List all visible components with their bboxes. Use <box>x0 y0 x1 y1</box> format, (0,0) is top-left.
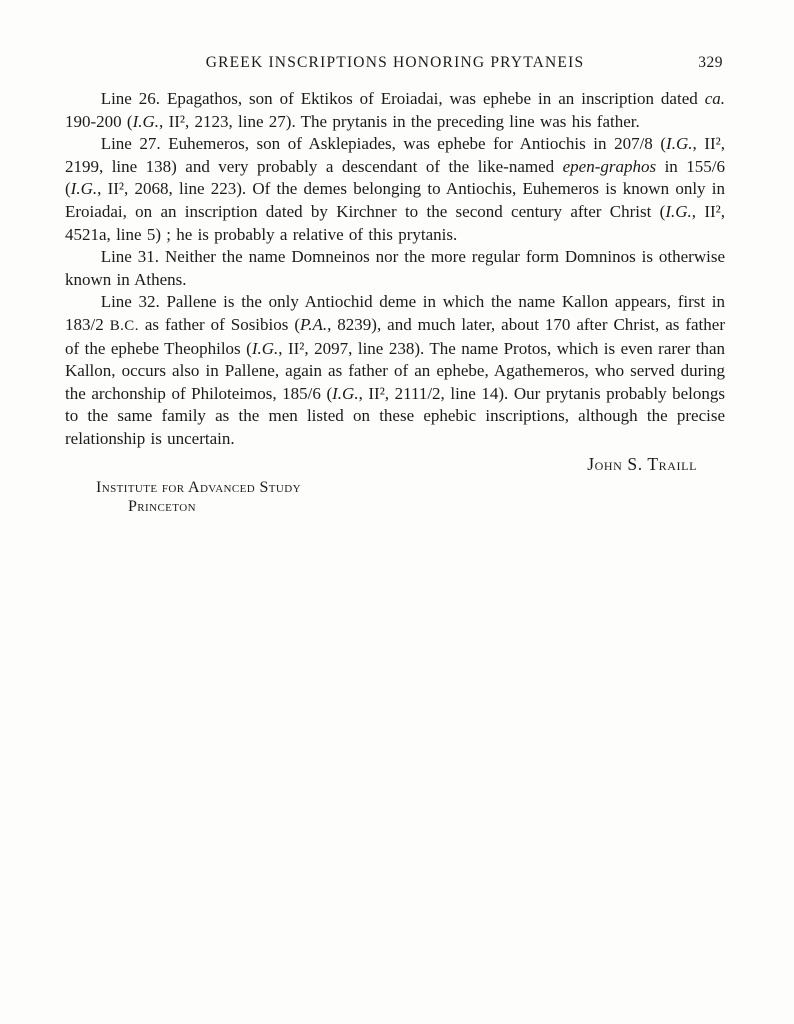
author-affiliation <box>65 478 725 516</box>
article-title: GREEK INSCRIPTIONS HONORING PRYTANEIS <box>205 54 585 71</box>
affiliation-institution: Institute for Advanced Study <box>96 478 301 496</box>
paragraph-line-27: Line 27. Euhemeros, son of Asklepiades, was ephebe for Antiochis in 207/8 (I.G., II², 2199, line 138) and very probably a descendant of the like-named epen-graphos in 155/6 (I.G., II², 2068, line 223). Of the demes belonging to Antiochis, Euhemeros is known only in Eroiadai, on an inscription dated by Kirchner to the second century after Christ (I.G., II², 4521a, line 5) ; he is probably a relative of this prytanis. <box>65 134 725 244</box>
author-signature: John S. Traill <box>587 453 697 474</box>
body-text <box>65 88 725 451</box>
running-header <box>65 54 725 72</box>
affiliation-city: Princeton <box>128 497 196 515</box>
paragraph-line-32: Line 32. Pallene is the only Antiochid deme in which the name Kallon appears, first in 183/2 B.C. as father of Sosibios (P.A., 8239), and much later, about 170 after Christ, as father of the ephebe Theophilos (I.G., II², 2097, line 238). The name Protos, which is even rarer than Kallon, occurs also in Pallene, again as father of an ephebe, Agathemeros, who served during the archonship of Philoteimos, 185/6 (I.G., II², 2111/2, line 14). Our prytanis probably belongs to the same family as the men listed on these ephebic inscriptions, although the precise relationship is uncertain. <box>65 292 725 448</box>
page-number: 329 <box>698 54 723 71</box>
paragraph-line-31: Line 31. Neither the name Domneinos nor the more regular form Domninos is otherwise known in Athens. <box>65 247 725 289</box>
paragraph-line-26: Line 26. Epagathos, son of Ektikos of Eroiadai, was ephebe in an inscription dated ca. 190-200 (I.G., II², 2123, line 27). The prytanis in the preceding line was his father. <box>65 89 725 131</box>
